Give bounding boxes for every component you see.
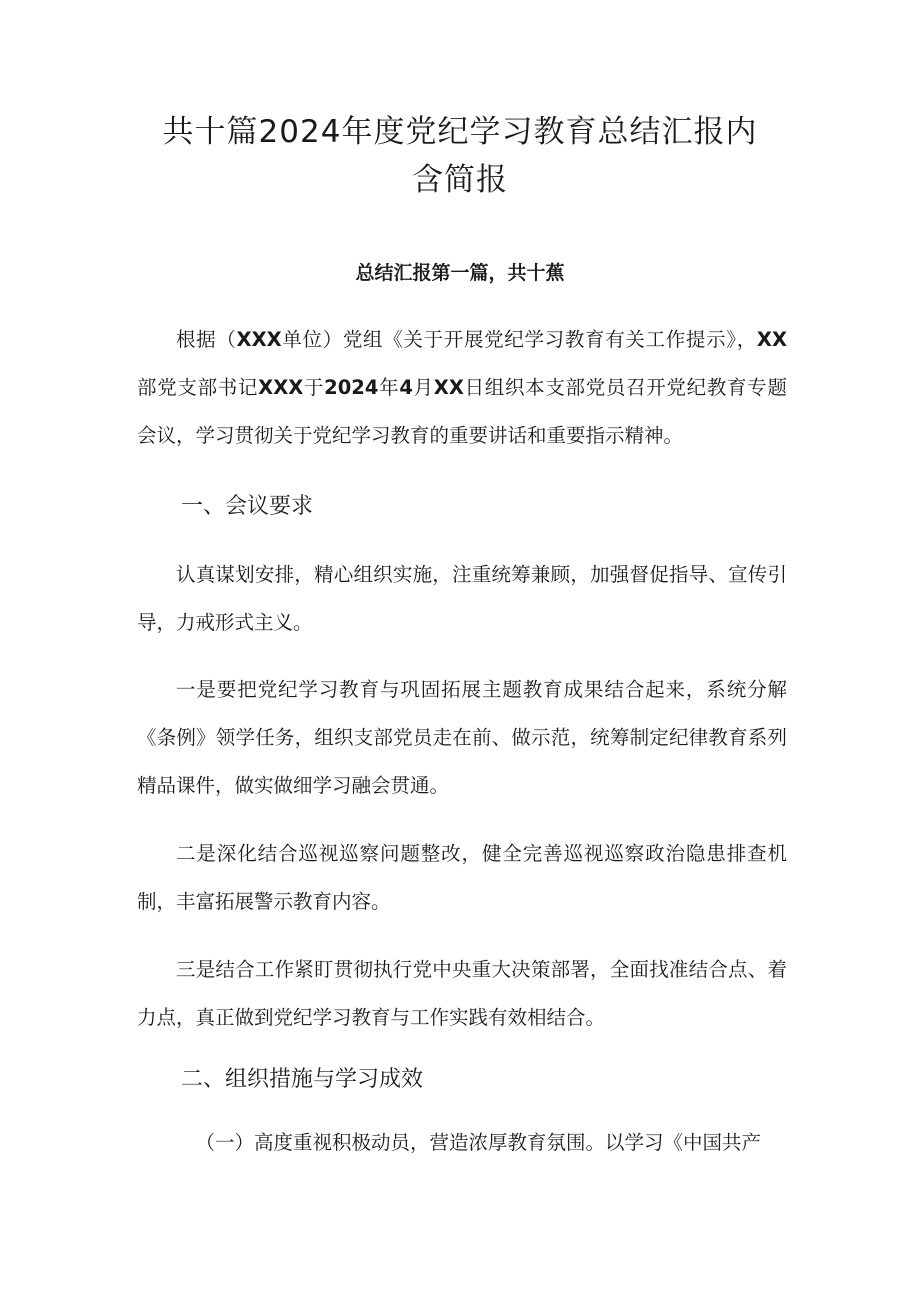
intro-text-6: 月 xyxy=(412,376,434,399)
intro-text-3: 部党支部书记 xyxy=(137,376,259,399)
section-1-heading: 一、会议要求 xyxy=(181,494,314,519)
document-title-line-1: 共十篇2024年度党纪学习教育总结汇报内 xyxy=(162,114,758,150)
intro-paragraph xyxy=(137,316,787,460)
intro-bold-1: XXX xyxy=(236,328,282,351)
section-1-paragraph-4: 三是结合工作紧盯贯彻执行党中央重大决策部署，全面找准结合点、着力点，真正做到党纪学习教育与工作实践有效相结合。 xyxy=(137,958,787,1029)
intro-text-2: 单位）党组《关于开展党纪学习教育有关工作提示》， xyxy=(281,328,757,351)
intro-bold-5: 4 xyxy=(399,376,413,399)
intro-text-7: 日组织本支部党员召开党纪教育专题会议，学习贯彻关于党纪学习教育的重要讲话和重要指示精神。 xyxy=(137,376,787,447)
document-subtitle: 总结汇报第一篇，共十蕉 xyxy=(355,262,565,284)
document-title-line-2: 含简报 xyxy=(412,162,508,198)
intro-bold-6: XX xyxy=(433,376,464,399)
section-2-paragraph-1: （一）高度重视积极动员，营造浓厚教育氛围。以学习《中国共产 xyxy=(195,1131,762,1154)
section-1-paragraph-2: 一是要把党纪学习教育与巩固拓展主题教育成果结合起来，系统分解《条例》领学任务，组织支部党员走在前、做示范，统筹制定纪律教育系列精品课件，做实做细学习融会贯通。 xyxy=(137,678,787,797)
intro-text-5: 年 xyxy=(378,376,400,399)
section-1-paragraph-3: 二是深化结合巡视巡察问题整改，健全完善巡视巡察政治隐患排查机制，丰富拓展警示教育内容。 xyxy=(137,842,787,913)
intro-bold-2: XX xyxy=(756,328,787,351)
section-1-paragraph-1: 认真谋划安排，精心组织实施，注重统筹兼顾，加强督促指导、宣传引导，力戒形式主义。 xyxy=(137,563,787,634)
intro-text-4: 于 xyxy=(303,376,325,399)
section-2-heading: 二、组织措施与学习成效 xyxy=(181,1067,424,1092)
intro-text-1: 根据（ xyxy=(176,328,237,351)
intro-bold-4: 2024 xyxy=(324,376,379,399)
intro-bold-3: XXX xyxy=(258,376,304,399)
